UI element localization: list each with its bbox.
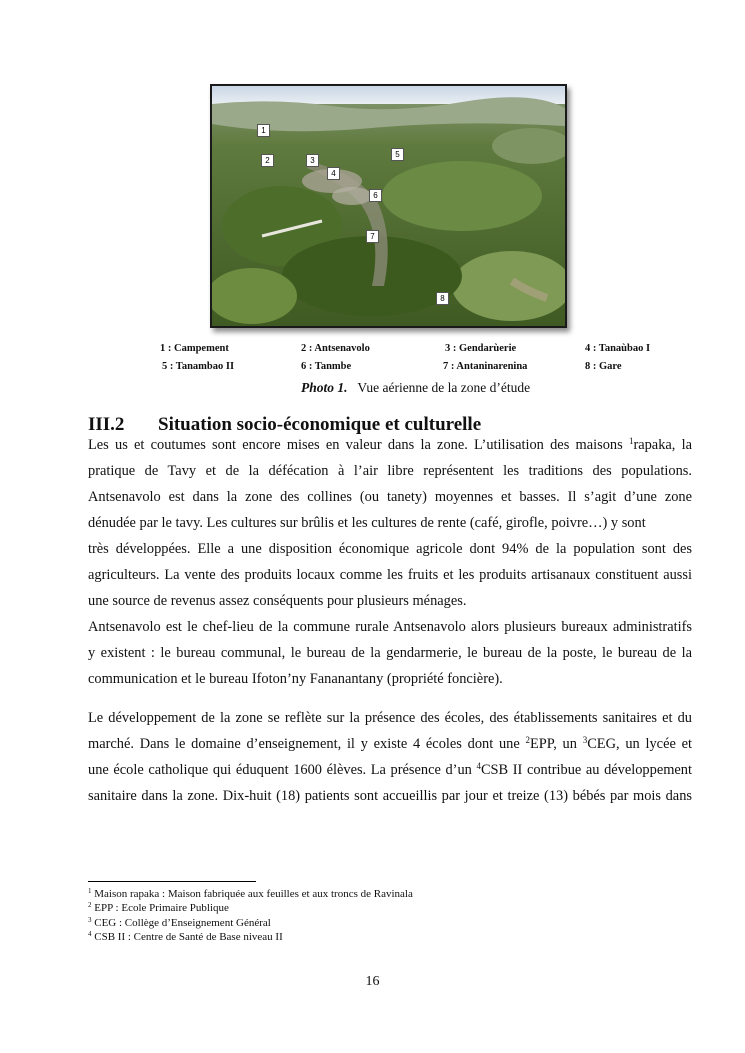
legend-item-1: 1 : Campement bbox=[160, 343, 229, 354]
aerial-photo bbox=[210, 84, 567, 328]
text-line: une source de revenus assez conséquents pour plusieurs ménages. bbox=[88, 593, 467, 609]
photo-marker-7: 7 bbox=[366, 230, 379, 243]
footnote-2: $^2$ EPP : Ecole Primaire Publique bbox=[88, 901, 229, 914]
caption-label: Photo 1. bbox=[301, 380, 348, 395]
text-line: Antsenavolo est le chef-lieu de la commune rurale Antsenavolo alors plusieurs bureaux administratifs bbox=[88, 619, 692, 635]
text-line: une école catholique qui éduquent 1600 élèves. La présence d’un $^4$CSB II contribue au développement bbox=[88, 761, 692, 778]
text-line: pratique de Tavy et de la défécation à l’air libre représentent les traditions des populations. bbox=[88, 463, 692, 479]
text-line: Le développement de la zone se reflète sur la présence des écoles, des établissements sanitaires et du bbox=[88, 710, 692, 726]
legend-item-8: 8 : Gare bbox=[585, 361, 622, 372]
text-line: agriculteurs. La vente des produits locaux comme les fruits et les produits artisanaux constituent aussi bbox=[88, 567, 692, 583]
text-line: dénudée par le tavy. Les cultures sur brûlis et les cultures de rente (café, girofle, poivre…) y sont bbox=[88, 515, 646, 531]
photo-caption bbox=[301, 380, 530, 396]
footnote-3: $^3$ CEG : Collège d’Enseignement Général bbox=[88, 916, 271, 929]
aerial-landscape-image bbox=[212, 86, 565, 326]
text-line: sanitaire dans la zone. Dix-huit (18) patients sont accueillis par jour et treize (13) bébés par mois dans bbox=[88, 788, 692, 804]
section-number: III.2 bbox=[88, 414, 125, 435]
photo-marker-5: 5 bbox=[391, 148, 404, 161]
text-line: Les us et coutumes sont encore mises en valeur dans la zone. L’utilisation des maisons $^1$rapaka, la bbox=[88, 436, 692, 453]
legend-item-6: 6 : Tanmbe bbox=[301, 361, 352, 372]
photo-marker-4: 4 bbox=[327, 167, 340, 180]
text-line: marché. Dans le domaine d’enseignement, il y existe 4 écoles dont une $^2$EPP, un $^3$CEG, un lycée et bbox=[88, 735, 692, 752]
text-line: Antsenavolo est dans la zone des collines (ou tanety) moyennes et basses. Il s’agit d’une zone bbox=[88, 489, 692, 505]
caption-text: Vue aérienne de la zone d’étude bbox=[357, 380, 531, 395]
legend-item-7: 7 : Antaninarenina bbox=[443, 361, 528, 372]
photo-marker-2: 2 bbox=[261, 154, 274, 167]
photo-marker-1: 1 bbox=[257, 124, 270, 137]
page-number: 16 bbox=[365, 974, 380, 989]
legend-item-4: 4 : Tanaùbao I bbox=[585, 343, 651, 354]
photo-marker-8: 8 bbox=[436, 292, 449, 305]
footnote-divider bbox=[88, 881, 256, 882]
section-title: Situation socio-économique et culturelle bbox=[158, 414, 482, 435]
footnote-1: $^1$ Maison rapaka : Maison fabriquée aux feuilles et aux troncs de Ravinala bbox=[88, 887, 413, 900]
text-line: communication et le bureau Ifoton’ny Fananantany (propriété foncière). bbox=[88, 671, 503, 687]
legend-item-5: 5 : Tanambao II bbox=[162, 361, 235, 372]
section-heading bbox=[88, 414, 481, 436]
legend-item-3: 3 : Gendarùerie bbox=[445, 343, 517, 354]
footnote-4: $^4$ CSB II : Centre de Santé de Base niveau II bbox=[88, 930, 283, 943]
photo-marker-6: 6 bbox=[369, 189, 382, 202]
text-line: y existent : le bureau communal, le bureau de la gendarmerie, le bureau de la poste, le bureau de la bbox=[88, 645, 692, 661]
photo-marker-3: 3 bbox=[306, 154, 319, 167]
legend-item-2: 2 : Antsenavolo bbox=[301, 343, 370, 354]
text-line: très développées. Elle a une disposition économique agricole dont 94% de la population sont des bbox=[88, 541, 692, 557]
